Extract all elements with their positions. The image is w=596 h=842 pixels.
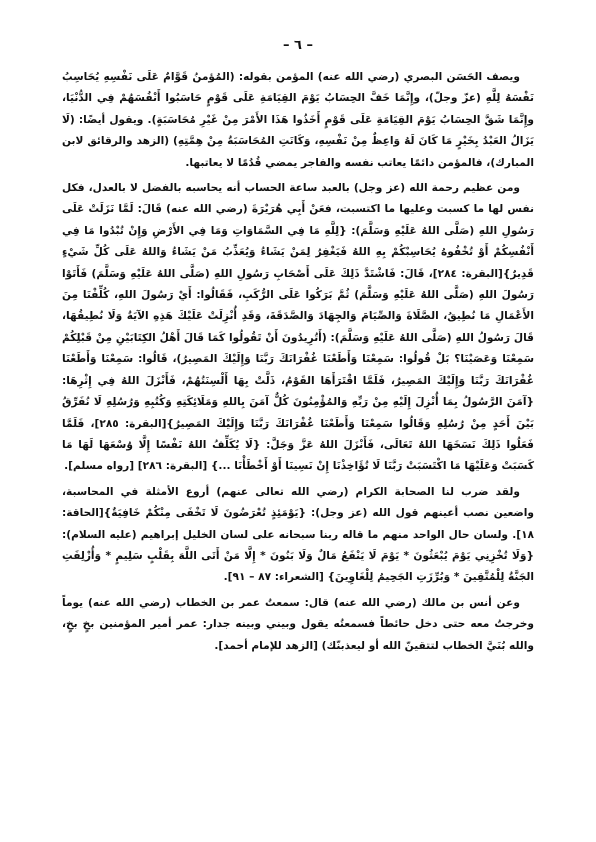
paragraph-hasan-basri: ويصف الحَسَن البصري (رضي الله عنه) المؤمن بقوله: (المُؤمنُ قَوَّامٌ عَلَى نَفْسِهِ يُحَاسِبُ نَفْسَهُ لِلَّهِ (عزّ وجلّ)، وإِنَّمَا خَفَّ الحِسَابُ يَوْمَ القِيَامَةِ عَلَى قَوْمٍ حَاسَبُوا أَنْفُسَهُمْ فِي الدُّنْيَا، وإِنَّمَا شَقَّ الحِسَابُ يَوْمَ القِيَامَةِ عَلَى قَوْمٍ أَخَذُوا هَذَا الأَمْرَ مِنْ غَيْرِ مُحَاسَبَةٍ). ويقول أيضًا: (لَا يَزَالُ العَبْدُ بِخَيْرٍ مَا كَانَ لَهُ وَاعِظٌ مِنْ نَفْسِهِ، وَكَانَتِ المُحَاسَبَةُ مِنْ هِمَّتِهِ) (الزهد والرقائق لابن المبارك)، فالمؤمن دائمًا يعاتب نفسه والفاجر يمضي قُدُمًا لا يعاتبها. — [62, 71, 534, 169]
paragraph-anas-ibn-malik: وعن أنس بن مالك (رضي الله عنه) قال: سمعتُ عمر بن الخطاب (رضي الله عنه) يوماً وخرجتُ معه حتى دخل حائطاً فسمعتُه يقول وبيني وبينه جدار: عمر أمير المؤمنين بخٍ بخٍ، والله بُنَيَّ الخطاب لتتقينّ الله أو ليعذبنّك) [الزهد للإمام أحمد]. — [62, 596, 534, 652]
paragraph-mercy-of-allah: ومن عظيم رحمة الله (عز وجل) بالعبد ساعة الحساب أنه يحاسبه بالفضل لا بالعدل، فكل نفس لها ما كسبت وعليها ما اكتسبت، فعَنْ أَبِي هُرَيْرَةَ (رضي الله عنه) قَالَ: لَمَّا نَزَلَتْ عَلَى رَسُولِ اللهِ (صَلَّى اللهُ عَلَيْهِ وَسَلَّمَ): {لِلَّهِ مَا فِي السَّمَاوَاتِ وَمَا فِي الأَرْضِ وَإِنْ تُبْدُوا مَا فِي أَنْفُسِكُمْ أَوْ تُخْفُوهُ يُحَاسِبْكُمْ بِهِ اللهُ فَيَغْفِرُ لِمَنْ يَشَاءُ وَيُعَذِّبُ مَنْ يَشَاءُ وَاللهُ عَلَى كُلِّ شَيْءٍ قَدِيرٌ}[البقرة: ٢٨٤]، قَالَ: فَاشْتَدَّ ذَلِكَ عَلَى أَصْحَابِ رَسُولِ اللهِ (صَلَّى اللهُ عَلَيْهِ وَسَلَّمَ) فَأَتَوْا رَسُولَ اللهِ (صَلَّى اللهُ عَلَيْهِ وَسَلَّمَ) ثُمَّ بَرَكُوا عَلَى الرُّكَبِ، فَقَالُوا: أَيْ رَسُولَ اللهِ، كُلِّفْنَا مِنَ الأَعْمَالِ مَا نُطِيقُ، الصَّلَاةَ وَالصِّيَامَ وَالجِهَادَ وَالصَّدَقَةَ، وَقَدِ أُنْزِلَتْ عَلَيْكَ هَذِهِ الآيَةُ وَلَا نُطِيقُهَا، قَالَ رَسُولُ اللهِ (صَلَّى اللهُ عَلَيْهِ وَسَلَّمَ): (أَتُرِيدُونَ أَنْ تَقُولُوا كَمَا قَالَ أَهْلُ الكِتَابَيْنِ مِنْ قَبْلِكُمْ سَمِعْنَا وَعَصَيْنَا؟ بَلْ قُولُوا: سَمِعْنَا وَأَطَعْنَا غُفْرَانَكَ رَبَّنَا وَإِلَيْكَ المَصِيرُ)، قَالُوا: سَمِعْنَا وَأَطَعْنَا غُفْرَانَكَ رَبَّنَا وَإِلَيْكَ المَصِيرُ، فَلَمَّا اقْتَرَأَهَا القَوْمُ، ذَلَّتْ بِهَا أَلْسِنَتُهُمْ، فَأَنْزَلَ اللهُ فِي إِثْرِهَا: {آمَنَ الرَّسُولُ بِمَا أُنْزِلَ إِلَيْهِ مِنْ رَبِّهِ وَالمُؤْمِنُونَ كُلٌّ آمَنَ بِاللهِ وَمَلَائِكَتِهِ وَكُتُبِهِ وَرُسُلِهِ لَا نُفَرِّقُ بَيْنَ أَحَدٍ مِنْ رُسُلِهِ وَقَالُوا سَمِعْنَا وَأَطَعْنَا غُفْرَانَكَ رَبَّنَا وَإِلَيْكَ المَصِيرُ}[البقرة: ٢٨٥]، فَلَمَّا فَعَلُوا ذَلِكَ نَسَخَهَا اللهُ تَعَالَى، فَأَنْزَلَ اللهُ عَزَّ وَجَلَّ: {لَا يُكَلِّفُ اللهُ نَفْسًا إِلَّا وُسْعَهَا لَهَا مَا كَسَبَتْ وَعَلَيْهَا مَا اكْتَسَبَتْ رَبَّنَا لَا تُؤَاخِذْنَا إِنْ نَسِينَا أَوْ أَخْطَأْنَا ...} [البقرة: ٢٨٦] [رواه مسلم]. — [62, 182, 534, 473]
page-number: – ٦ – — [283, 38, 313, 53]
paragraph-companions: ولقد ضرب لنا الصحابة الكرام (رضي الله تعالى عنهم) أروع الأمثلة في المحاسبة، واضعين نصب أعينهم قول الله (عز وجل): {يَوْمَئِذٍ تُعْرَضُونَ لَا تَخْفَى مِنْكُمْ خَافِيَةٌ}[الحاقة: ١٨]. ولسان حال الواحد منهم ما قاله ربنا سبحانه على لسان الخليل إبراهيم (عليه السلام): {وَلَا تُخْزِنِي يَوْمَ يُبْعَثُونَ * يَوْمَ لَا يَنْفَعُ مَالٌ وَلَا بَنُونَ * إِلَّا مَنْ أَتَى اللَّهَ بِقَلْبٍ سَلِيمٍ * وَأُزْلِفَتِ الجَنَّةُ لِلْمُتَّقِينَ * وَبُرِّزَتِ الجَحِيمُ لِلْغَاوِينَ} [الشعراء: ٨٧ – ٩١]. — [62, 485, 534, 584]
